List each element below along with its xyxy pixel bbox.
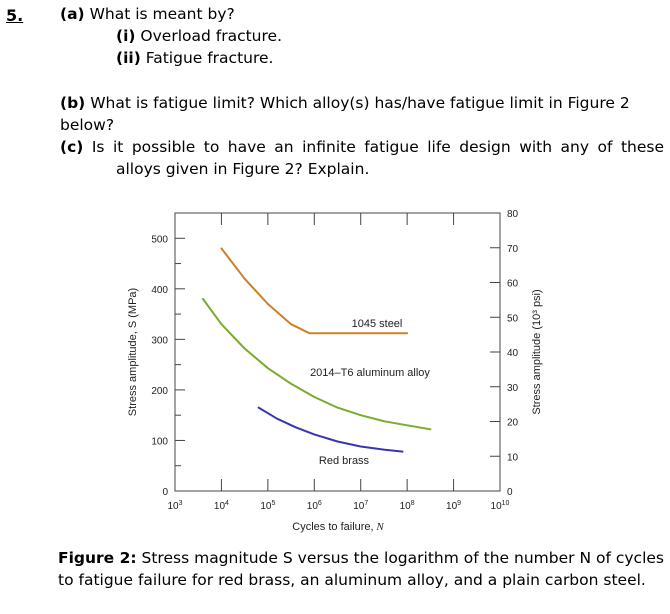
x-tick-label: $10^8$ (399, 500, 415, 512)
y-axis-title-right: Stress amplitude (10³ psi) (531, 289, 543, 415)
y-right-tick-label: 70 (507, 243, 519, 255)
y-right-tick-label: 10 (507, 452, 519, 464)
y-right-tick-label: 80 (507, 209, 519, 220)
x-axis-title: Cycles to failure, N (292, 521, 384, 533)
question-a-i (116, 26, 282, 46)
caption-label: Figure 2: (58, 549, 137, 567)
question-b-label: (b) (60, 94, 86, 112)
y-right-tick-label: 60 (507, 278, 519, 290)
question-c-line2: alloys given in Figure 2? Explain. (116, 160, 370, 178)
x-tick-label: $10^7$ (353, 500, 369, 512)
x-tick-label: $10^4$ (213, 500, 229, 512)
question-a-i-text: Overload fracture. (135, 27, 282, 45)
y-left-tick-label: 0 (162, 487, 168, 498)
caption-text: Stress magnitude S versus the logarithm of the number N of cycles to fatigue failure for red brass, an aluminum alloy, and a plain carbon steel. (58, 549, 664, 589)
y-right-tick-label: 40 (507, 348, 519, 359)
x-tick-label: $10^9$ (446, 500, 462, 512)
y-axis-left (151, 234, 185, 498)
x-tick-label: $10^5$ (260, 500, 276, 512)
y-right-tick-label: 50 (507, 313, 519, 325)
question-a-label: (a) (60, 5, 85, 23)
fatigue-chart (0, 200, 670, 545)
y-left-tick-label: 200 (151, 385, 168, 397)
x-tick-label: $10^3$ (167, 500, 183, 512)
y-left-tick-label: 300 (151, 335, 168, 347)
plot-frame (175, 213, 500, 491)
series-group (203, 248, 431, 451)
y-axis-title-left: Stress amplitude, S (MPa) (127, 287, 139, 417)
question-c-text-line1: Is it possible to have an infinite fatigue life design with any of these (83, 138, 664, 156)
question-c (60, 137, 664, 157)
y-right-tick-label: 20 (507, 417, 519, 429)
y-right-tick-label: 30 (507, 382, 519, 394)
question-c-label: (c) (60, 138, 84, 156)
figure-caption (58, 547, 664, 591)
question-number: 5. (6, 6, 24, 25)
label-aluminum: 2014–T6 aluminum alloy (310, 367, 430, 379)
label-brass: Red brass (318, 455, 370, 467)
question-a-ii-label: (ii) (116, 49, 141, 67)
x-tick-label: $10^{10}$ (490, 500, 510, 512)
series-line-brass (259, 408, 403, 452)
y-axis-right (490, 209, 519, 498)
y-left-tick-label: 500 (151, 234, 168, 246)
y-left-tick-label: 100 (151, 436, 168, 448)
question-a-text: What is meant by? (84, 5, 235, 23)
question-a (60, 4, 235, 24)
x-tick-label: $10^6$ (306, 500, 322, 512)
question-b-line2: below? (60, 116, 115, 134)
x-axis (167, 213, 509, 512)
y-right-tick-label: 0 (507, 487, 513, 498)
question-a-i-label: (i) (116, 27, 136, 45)
question-a-ii-text: Fatigue fracture. (140, 49, 274, 67)
question-a-ii (116, 48, 273, 68)
question-b-text-line1: What is fatigue limit? Which alloy(s) has/have fatigue limit in Figure 2 (85, 94, 630, 112)
label-steel: 1045 steel (351, 318, 403, 330)
question-b (60, 93, 630, 113)
y-left-tick-label: 400 (151, 284, 168, 296)
